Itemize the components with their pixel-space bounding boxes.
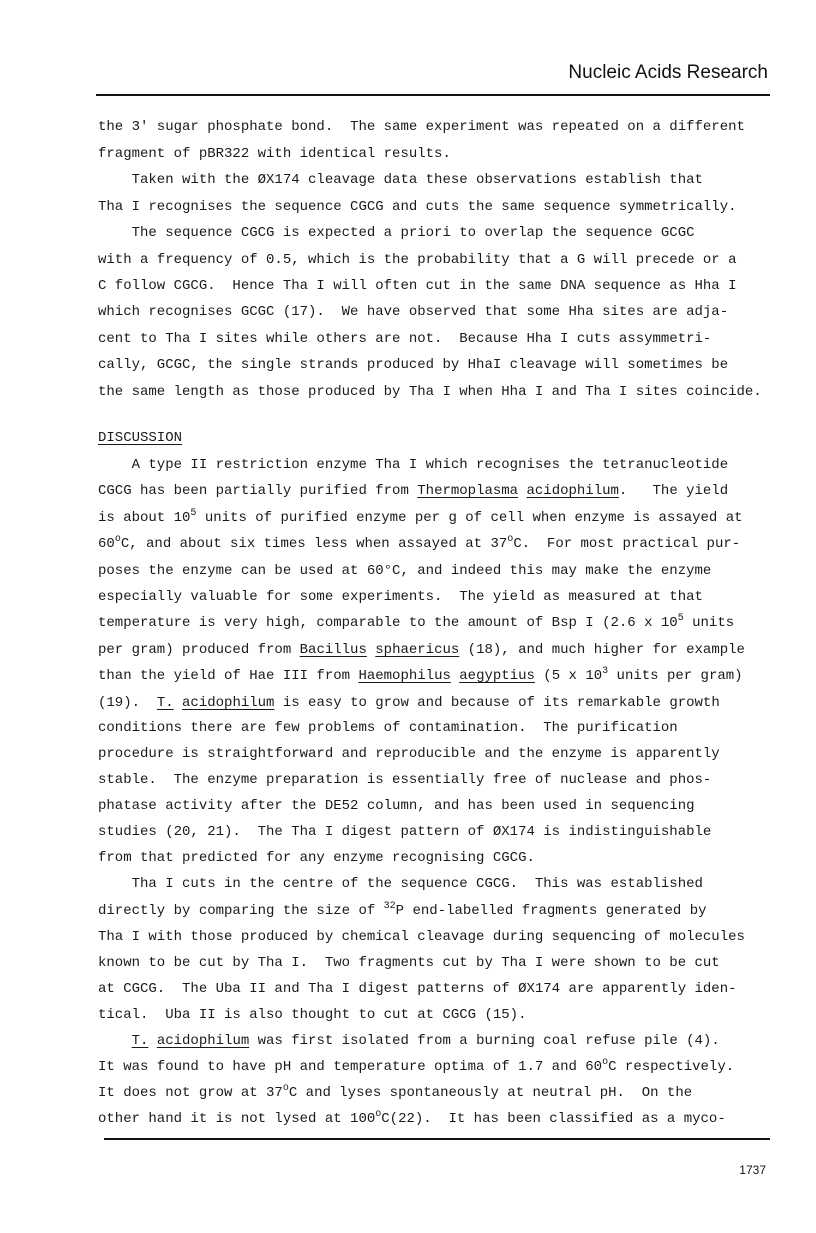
text-line: Tha I recognises the sequence CGCG and cuts the same sequence symmetrically.	[98, 199, 737, 215]
text-line: with a frequency of 0.5, which is the probability that a G will precede or a	[98, 252, 737, 268]
text-line: at CGCG. The Uba II and Tha I digest patterns of ØX174 are apparently iden-	[98, 981, 737, 997]
species-name: T.	[131, 1033, 149, 1049]
species-name: sphaericus	[375, 642, 460, 658]
text-line: A type II restriction enzyme Tha I which recognises the tetranucleotide	[98, 457, 729, 473]
text-line: studies (20, 21). The Tha I digest pattern of ØX174 is indistinguishable	[98, 824, 712, 840]
text-line: per gram) produced from Bacillus sphaericus (18), and much higher for example	[98, 642, 745, 658]
text-line: other hand it is not lysed at 100$^o$C(22). It has been classified as a myco-	[98, 1109, 726, 1127]
text-line: Tha I cuts in the centre of the sequence CGCG. This was established	[98, 876, 703, 892]
journal-title: Nucleic Acids Research	[568, 62, 768, 83]
text-line: phatase activity after the DE52 column, and has been used in sequencing	[98, 798, 695, 814]
text-line: (19). T. acidophilum is easy to grow and because of its remarkable growth	[98, 695, 720, 711]
species-name: Bacillus	[299, 642, 367, 658]
text-line: C follow CGCG. Hence Tha I will often cut in the same DNA sequence as Hha I	[98, 278, 737, 294]
text-line: from that predicted for any enzyme recognising CGCG.	[98, 850, 535, 866]
page-number: 1737	[739, 1163, 766, 1177]
text-line: It does not grow at 37$^o$C and lyses spontaneously at neutral pH. On the	[98, 1083, 693, 1101]
species-name: acidophilum	[156, 1033, 250, 1049]
text-line: cent to Tha I sites while others are not. Because Hha I cuts assymmetri-	[98, 331, 712, 347]
section-heading-discussion: DISCUSSION	[98, 430, 183, 446]
text-line: than the yield of Hae III from Haemophilus aegyptius (5 x $10^3$ units per gram)	[98, 666, 743, 684]
text-line: temperature is very high, comparable to the amount of Bsp I (2.6 x $10^5$ units	[98, 613, 735, 631]
text-line: Taken with the ØX174 cleavage data these observations establish that	[98, 172, 703, 188]
text-line: tical. Uba II is also thought to cut at CGCG (15).	[98, 1007, 527, 1023]
header-rule	[96, 94, 770, 96]
text-line: Tha I with those produced by chemical cleavage during sequencing of molecules	[98, 929, 745, 945]
text-line: especially valuable for some experiments. The yield as measured at that	[98, 589, 703, 605]
text-line: poses the enzyme can be used at 60°C, and indeed this may make the enzyme	[98, 563, 712, 579]
text-line: which recognises GCGC (17). We have observed that some Hha sites are adja-	[98, 304, 729, 320]
text-line: CGCG has been partially purified from Thermoplasma acidophilum. The yield	[98, 483, 729, 499]
text-line: the 3' sugar phosphate bond. The same experiment was repeated on a different	[98, 119, 745, 135]
species-name: acidophilum	[526, 483, 619, 499]
text-line: 60$^o$C, and about six times less when assayed at 37$^o$C. For most practical pur-	[98, 534, 741, 552]
species-name: Thermoplasma	[417, 483, 519, 499]
species-name: aegyptius	[459, 668, 535, 684]
species-name: acidophilum	[182, 695, 275, 711]
text-line: procedure is straightforward and reproducible and the enzyme is apparently	[98, 746, 720, 762]
text-line: cally, GCGC, the single strands produced by HhaI cleavage will sometimes be	[98, 357, 729, 373]
text-line: conditions there are few problems of contamination. The purification	[98, 720, 678, 736]
text-line: directly by comparing the size of $^{32}$P end-labelled fragments generated by	[98, 901, 707, 919]
text-line: T. acidophilum was first isolated from a burning coal refuse pile (4).	[131, 1033, 720, 1049]
footer-rule	[104, 1138, 770, 1140]
text-line: fragment of pBR322 with identical results.	[98, 146, 451, 162]
text-line: The sequence CGCG is expected a priori to overlap the sequence GCGC	[98, 225, 695, 241]
text-line: the same length as those produced by Tha I when Hha I and Tha I sites coincide.	[98, 384, 762, 400]
text-line: It was found to have pH and temperature optima of 1.7 and 60$^o$C respectively.	[98, 1057, 735, 1075]
text-line: is about $10^5$ units of purified enzyme per g of cell when enzyme is assayed at	[98, 508, 743, 526]
text-line: stable. The enzyme preparation is essentially free of nuclease and phos-	[98, 772, 712, 788]
text-line: known to be cut by Tha I. Two fragments cut by Tha I were shown to be cut	[98, 955, 720, 971]
species-name: Haemophilus	[358, 668, 451, 684]
species-name: T.	[156, 695, 174, 711]
